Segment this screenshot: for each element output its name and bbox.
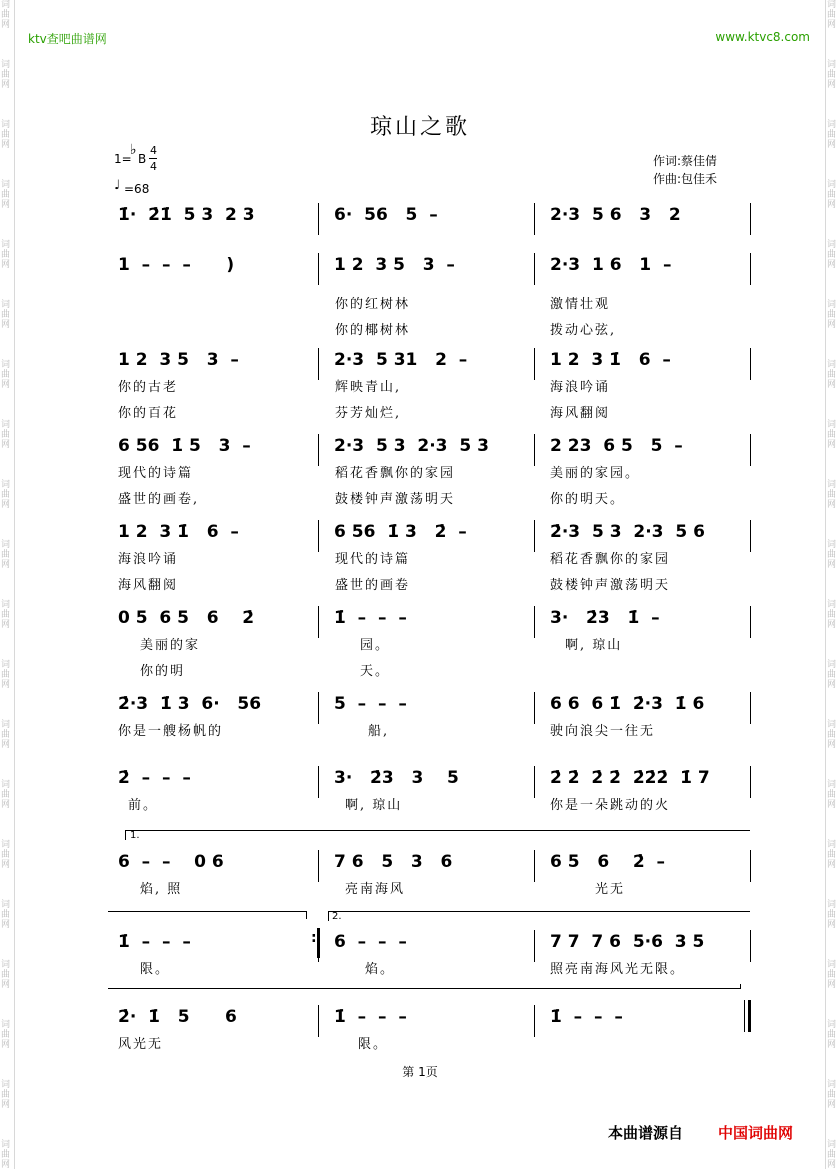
measure-notes: 6 56 1̇ 5 3 – xyxy=(118,436,251,456)
watermark-glyph: 词 曲 网 xyxy=(827,120,837,150)
watermark-glyph: 词 曲 网 xyxy=(1,900,11,930)
watermark-glyph: 词 曲 网 xyxy=(827,60,837,90)
watermark-glyph: 词 曲 网 xyxy=(1,60,11,90)
barline xyxy=(534,606,535,638)
lyric-line: 鼓楼钟声激荡明天 xyxy=(550,578,671,593)
final-barline-thick xyxy=(748,1000,751,1032)
lyric-line: 你的百花 xyxy=(118,406,179,421)
header-site-left[interactable]: ktv查吧曲谱网 xyxy=(28,32,107,46)
barline xyxy=(534,692,535,724)
barline xyxy=(318,253,319,285)
barline xyxy=(318,692,319,724)
lyric-line: 天。 xyxy=(360,664,391,679)
barline xyxy=(534,434,535,466)
watermark-glyph: 词 曲 网 xyxy=(827,840,837,870)
lyric-line: 美丽的家园。 xyxy=(550,466,641,481)
measure-notes: 2·3 5 3 2·3 5 3 xyxy=(334,436,489,456)
barline xyxy=(750,203,751,235)
watermark-glyph: 词 曲 网 xyxy=(1,720,11,750)
lyric-line: 你的古老 xyxy=(118,380,179,395)
barline xyxy=(750,348,751,380)
watermark-glyph: 词 曲 网 xyxy=(1,660,11,690)
lyric-line: 海浪吟诵 xyxy=(550,380,611,395)
watermark-glyph: 词 曲 网 xyxy=(1,240,11,270)
measure-notes: 1̇ – – – xyxy=(334,1007,407,1027)
measure-notes: 2·3 1 6 1 – xyxy=(550,255,672,275)
repeat-barline xyxy=(317,928,320,958)
volta-label-2: 2. xyxy=(332,911,342,922)
lyricist-credit: 作词:蔡佳倩 xyxy=(653,154,718,168)
lyric-line: 盛世的画卷 xyxy=(335,578,411,593)
key-prefix: 1= xyxy=(114,152,132,166)
lyric-line: 啊, 琼山 xyxy=(565,638,623,653)
lyric-line: 现代的诗篇 xyxy=(335,552,411,567)
key-letter: B xyxy=(138,152,147,166)
left-watermark-strip xyxy=(0,0,15,1169)
final-barline-thin xyxy=(744,1000,745,1032)
watermark-glyph: 词 曲 网 xyxy=(827,420,837,450)
watermark-glyph: 词 曲 网 xyxy=(1,600,11,630)
barline xyxy=(750,253,751,285)
watermark-glyph: 词 曲 网 xyxy=(827,1020,837,1050)
time-sig-top: 4 xyxy=(150,144,157,157)
watermark-glyph: 词 曲 网 xyxy=(1,480,11,510)
notation-row xyxy=(112,350,752,382)
watermark-glyph: 词 曲 网 xyxy=(827,300,837,330)
measure-notes: 1 2 3 1̇ 6 – xyxy=(550,350,671,370)
barline xyxy=(318,434,319,466)
lyric-line: 稻花香飘你的家园 xyxy=(550,552,671,567)
lyric-line: 拨动心弦, xyxy=(550,323,617,338)
watermark-glyph: 词 曲 网 xyxy=(1,840,11,870)
volta-bracket-2-end xyxy=(328,911,329,921)
watermark-glyph: 词 曲 网 xyxy=(827,960,837,990)
lyric-line: 照亮南海风光无限。 xyxy=(550,962,686,977)
lyric-line: 你的明 xyxy=(140,664,186,679)
barline xyxy=(318,520,319,552)
lyric-line: 鼓楼钟声激荡明天 xyxy=(335,492,456,507)
barline xyxy=(750,606,751,638)
barline xyxy=(534,348,535,380)
notation-row xyxy=(112,608,752,640)
measure-notes: 6 – – – xyxy=(334,932,407,952)
measure-notes: 7 6 5 3 6 xyxy=(334,852,453,872)
barline xyxy=(750,766,751,798)
measure-notes: 1̇ – – – xyxy=(118,932,191,952)
watermark-glyph: 词 曲 网 xyxy=(827,540,837,570)
lyric-line: 啊, 琼山 xyxy=(345,798,403,813)
measure-notes: 2̇ 2̇ 2̇ 2̇ 2̇2̇2̇ 1̇ 7 xyxy=(550,768,710,788)
lyric-line: 焰。 xyxy=(365,962,396,977)
divider-line-end xyxy=(740,984,741,989)
measure-notes: 6 6 6 1̇ 2̇·3 1̇ 6 xyxy=(550,694,705,714)
divider-line-end xyxy=(306,911,307,919)
barline xyxy=(750,930,751,962)
watermark-glyph: 词 曲 网 xyxy=(827,360,837,390)
lyric-line: 辉映青山, xyxy=(335,380,402,395)
quarter-note-icon: ♩ xyxy=(114,178,121,193)
barline xyxy=(534,766,535,798)
measure-notes: 2·3 5 6 3 2 xyxy=(550,205,681,225)
measure-notes: 2̇·3 5 3 2·3 5 6 xyxy=(550,522,705,542)
measure-notes: 1 2 3 5 3 – xyxy=(118,350,239,370)
composer-credit: 作曲:包佳禾 xyxy=(653,172,718,186)
lyric-line: 驶向浪尖一往无 xyxy=(550,724,656,739)
footer-source-site[interactable]: 中国词曲网 xyxy=(718,1124,794,1142)
notation-row xyxy=(112,255,752,287)
watermark-glyph: 词 曲 网 xyxy=(827,480,837,510)
page-number: 第 1页 xyxy=(402,1065,438,1079)
watermark-glyph: 词 曲 网 xyxy=(1,180,11,210)
lyric-line: 园。 xyxy=(360,638,391,653)
lyric-line: 光无 xyxy=(595,882,626,897)
watermark-glyph: 词 曲 网 xyxy=(1,300,11,330)
lyric-line: 美丽的家 xyxy=(140,638,201,653)
header-site-right[interactable]: www.ktvc8.com xyxy=(715,30,810,44)
barline xyxy=(534,850,535,882)
watermark-glyph: 词 曲 网 xyxy=(1,1080,11,1110)
lyric-line: 风光无 xyxy=(118,1037,164,1052)
barline xyxy=(318,850,319,882)
lyric-line: 你的椰树林 xyxy=(335,323,411,338)
lyric-line: 现代的诗篇 xyxy=(118,466,194,481)
measure-notes: 1 – – – ) xyxy=(118,255,235,275)
barline xyxy=(534,1005,535,1037)
measure-notes: 1̇ – – – xyxy=(334,608,407,628)
watermark-glyph: 词 曲 网 xyxy=(827,720,837,750)
barline xyxy=(534,520,535,552)
watermark-glyph: 词 曲 网 xyxy=(1,420,11,450)
tempo: =68 xyxy=(124,182,150,196)
measure-notes: 1 2 3 1̇ 6 – xyxy=(118,522,239,542)
barline xyxy=(318,1005,319,1037)
lyric-line: 海风翻阅 xyxy=(550,406,611,421)
watermark-glyph: 词 曲 网 xyxy=(827,180,837,210)
right-watermark-strip xyxy=(825,0,840,1169)
lyric-line: 稻花香飘你的家园 xyxy=(335,466,456,481)
measure-notes: 6 – – 0 6 xyxy=(118,852,224,872)
measure-notes: 3· 2̇3 1̇ – xyxy=(550,608,660,628)
barline xyxy=(318,766,319,798)
notation-row xyxy=(112,205,752,237)
barline xyxy=(750,520,751,552)
watermark-glyph: 词 曲 网 xyxy=(827,900,837,930)
watermark-glyph: 词 曲 网 xyxy=(1,120,11,150)
barline xyxy=(534,930,535,962)
lyric-line: 盛世的画卷, xyxy=(118,492,200,507)
measure-notes: 6 5 6 2̇ – xyxy=(550,852,665,872)
measure-notes: 5 – – – xyxy=(334,694,407,714)
barline xyxy=(750,434,751,466)
watermark-glyph: 词 曲 网 xyxy=(1,960,11,990)
lyric-line: 你的明天。 xyxy=(550,492,626,507)
watermark-glyph: 词 曲 网 xyxy=(1,540,11,570)
barline xyxy=(318,606,319,638)
lyric-line: 你是一朵跳动的火 xyxy=(550,798,671,813)
barline xyxy=(750,850,751,882)
lyric-line: 激情壮观 xyxy=(550,297,611,312)
barline xyxy=(318,203,319,235)
volta-bracket-1 xyxy=(125,830,750,831)
measure-notes: 2̇·3 1̇ 3 6· 56 xyxy=(118,694,262,714)
song-title: 琼山之歌 xyxy=(369,115,470,140)
barline xyxy=(534,253,535,285)
watermark-glyph: 词 曲 网 xyxy=(827,0,837,30)
barline xyxy=(750,692,751,724)
lyric-line: 芬芳灿烂, xyxy=(335,406,402,421)
measure-notes: 3· 2̇3 3 5 xyxy=(334,768,459,788)
footer-source-label: 本曲谱源自 xyxy=(608,1124,684,1142)
measure-notes: 1 2 3 5 3 – xyxy=(334,255,455,275)
watermark-glyph: 词 曲 网 xyxy=(827,1080,837,1110)
measure-notes: 0 5 6 5 6 2̇ xyxy=(118,608,255,628)
volta-label-1: 1. xyxy=(130,830,140,841)
lyric-line: 前。 xyxy=(128,798,159,813)
barline xyxy=(318,348,319,380)
measure-notes: 6 56 1̇ 3 2̇ – xyxy=(334,522,467,542)
measure-notes: 1̇ – – – xyxy=(550,1007,623,1027)
lyric-line: 船, xyxy=(368,724,390,739)
measure-notes: 6· 56 5 – xyxy=(334,205,438,225)
watermark-glyph: 词 曲 网 xyxy=(827,660,837,690)
measure-notes: 2̇ – – – xyxy=(118,768,191,788)
watermark-glyph: 词 曲 网 xyxy=(827,780,837,810)
watermark-glyph: 词 曲 网 xyxy=(827,240,837,270)
time-sig-bottom: 4 xyxy=(150,160,157,173)
watermark-glyph: 词 曲 网 xyxy=(1,1020,11,1050)
watermark-glyph: 词 曲 网 xyxy=(1,0,11,30)
measure-notes: 2̇· 1̇ 5 6 xyxy=(118,1007,237,1027)
watermark-glyph: 词 曲 网 xyxy=(1,1140,11,1170)
notation-row xyxy=(112,1007,752,1039)
lyric-line: 海浪吟诵 xyxy=(118,552,179,567)
lyric-line: 你是一艘杨帆的 xyxy=(118,724,224,739)
repeat-dots-icon: : xyxy=(311,930,317,946)
notation-row xyxy=(112,852,752,884)
watermark-glyph: 词 曲 网 xyxy=(1,360,11,390)
lyric-line: 海风翻阅 xyxy=(118,578,179,593)
measure-notes: 2 23 6 5 5 – xyxy=(550,436,683,456)
lyric-line: 焰, 照 xyxy=(140,882,183,897)
measure-notes: 1̇· 2̇1̇ 5 3 2 3 xyxy=(118,205,255,225)
volta-bracket-1-end xyxy=(125,830,126,840)
lyric-line: 你的红树林 xyxy=(335,297,411,312)
lyric-line: 亮南海风 xyxy=(345,882,406,897)
measure-notes: 2·3 5 31 2 – xyxy=(334,350,468,370)
watermark-glyph: 词 曲 网 xyxy=(827,1140,837,1170)
lyric-line: 限。 xyxy=(140,962,171,977)
divider-line xyxy=(108,911,306,912)
barline xyxy=(534,203,535,235)
watermark-glyph: 词 曲 网 xyxy=(1,780,11,810)
volta-bracket-2 xyxy=(328,911,750,912)
watermark-glyph: 词 曲 网 xyxy=(827,600,837,630)
lyric-line: 限。 xyxy=(358,1037,389,1052)
time-sig-line xyxy=(149,158,157,159)
measure-notes: 7 7 7 6 5·6 3 5 xyxy=(550,932,705,952)
divider-line xyxy=(108,988,740,989)
flat-icon: ♭ xyxy=(130,142,137,158)
